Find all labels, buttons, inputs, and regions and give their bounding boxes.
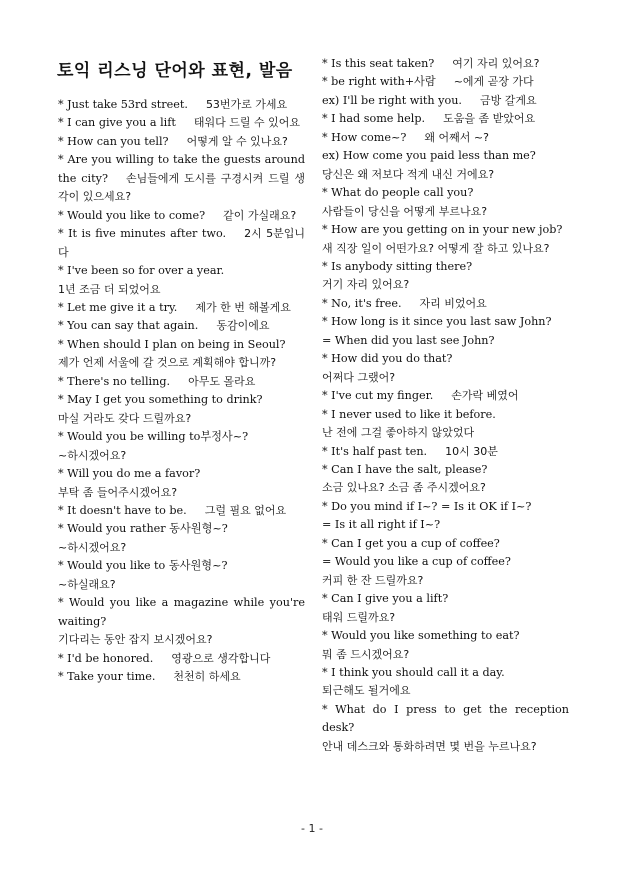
english-phrase: = When did you last see John? bbox=[322, 333, 495, 347]
english-phrase: * It is five minutes after two. bbox=[58, 227, 227, 241]
phrase-entry bbox=[58, 373, 305, 391]
korean-translation: 거기 자리 있어요? bbox=[322, 278, 410, 292]
english-phrase: * Would you be willing to부정사~? bbox=[58, 430, 249, 444]
phrase-entry bbox=[58, 576, 305, 594]
phrase-entry bbox=[58, 299, 305, 317]
phrase-entry bbox=[322, 516, 569, 534]
english-phrase: * Can I give you a lift? bbox=[322, 592, 449, 606]
english-phrase: * Are you willing to take the guests around the city? bbox=[58, 153, 305, 185]
phrase-entry bbox=[322, 258, 569, 276]
korean-translation: ~에게 곧장 가다 bbox=[453, 75, 534, 89]
korean-translation: 자리 비었어요 bbox=[419, 296, 487, 310]
english-phrase: * How did you do that? bbox=[322, 352, 453, 366]
phrase-entry bbox=[58, 484, 305, 502]
phrase-entry bbox=[322, 609, 569, 627]
korean-translation: 아무도 몰라요 bbox=[188, 374, 256, 388]
phrase-entry bbox=[322, 350, 569, 368]
korean-translation: 1년 조금 더 되었어요 bbox=[58, 282, 161, 296]
english-phrase: * Would you like something to eat? bbox=[322, 629, 520, 643]
phrase-entry bbox=[322, 73, 569, 91]
phrase-entry bbox=[58, 281, 305, 299]
english-phrase: * I've cut my finger. bbox=[322, 389, 434, 403]
phrase-entry bbox=[322, 184, 569, 202]
phrase-entry bbox=[322, 738, 569, 756]
phrase-entry bbox=[58, 225, 305, 262]
english-phrase: * How are you getting on in your new job? bbox=[322, 223, 563, 237]
english-phrase: * Just take 53rd street. bbox=[58, 98, 188, 111]
english-phrase: * Would you like a magazine while you're waiting? bbox=[58, 596, 305, 628]
korean-translation: 제가 언제 서울에 갈 것으로 계획해야 합니까? bbox=[58, 356, 277, 370]
phrase-entry bbox=[58, 594, 305, 631]
english-phrase: * What do I press to get the reception desk? bbox=[322, 702, 569, 735]
phrase-entry bbox=[58, 502, 305, 520]
english-phrase: ex) How come you paid less than me? bbox=[322, 149, 536, 163]
phrase-entry bbox=[322, 295, 569, 313]
english-phrase: * I had some help. bbox=[322, 112, 426, 126]
phrase-entry bbox=[322, 147, 569, 165]
english-phrase: * May I get you something to drink? bbox=[58, 393, 263, 407]
phrase-entry bbox=[58, 317, 305, 335]
korean-translation: 여기 자리 있어요? bbox=[452, 57, 540, 70]
phrase-entry bbox=[322, 535, 569, 553]
phrase-entry bbox=[58, 668, 305, 686]
korean-translation: 마실 거라도 갖다 드릴까요? bbox=[58, 411, 192, 425]
korean-translation: 새 직장 일이 어떤가요? 어떻게 잘 하고 있나요? bbox=[322, 241, 550, 255]
korean-translation: ~하시겠어요? bbox=[58, 448, 127, 462]
phrase-entry bbox=[58, 354, 305, 372]
phrase-entry bbox=[322, 332, 569, 350]
phrase-entry bbox=[322, 129, 569, 147]
phrase-entry bbox=[58, 650, 305, 668]
english-phrase: = Would you like a cup of coffee? bbox=[322, 555, 511, 569]
english-phrase: * There's no telling. bbox=[58, 374, 171, 388]
phrase-entry bbox=[58, 336, 305, 354]
english-phrase: * be right with+사람 bbox=[322, 75, 436, 89]
english-phrase: * Would you rather 동사원형~? bbox=[58, 522, 228, 536]
phrase-entry bbox=[322, 406, 569, 424]
phrase-entry bbox=[322, 313, 569, 331]
english-phrase: * Take your time. bbox=[58, 670, 156, 684]
phrase-entry bbox=[322, 92, 569, 110]
phrase-entry bbox=[58, 557, 305, 575]
korean-translation: 뭐 좀 드시겠어요? bbox=[322, 647, 410, 661]
phrase-entry bbox=[58, 207, 305, 225]
phrase-entry bbox=[322, 590, 569, 608]
phrase-entry bbox=[58, 465, 305, 483]
korean-translation: 도움을 좀 받았어요 bbox=[443, 112, 536, 126]
phrase-entry bbox=[58, 631, 305, 649]
english-phrase: * I can give you a lift bbox=[58, 116, 176, 130]
phrase-entry bbox=[322, 479, 569, 497]
korean-translation: 그럴 필요 없어요 bbox=[204, 503, 287, 517]
korean-translation: 왜 어째서 ~? bbox=[424, 130, 489, 144]
phrase-entry bbox=[322, 110, 569, 128]
english-phrase: * Do you mind if I~? = Is it OK if I~? bbox=[322, 499, 532, 513]
korean-translation: 어쩌다 그랬어? bbox=[322, 370, 396, 384]
left-column bbox=[58, 96, 305, 687]
english-phrase: * Would you like to 동사원형~? bbox=[58, 559, 228, 573]
english-phrase: * How come~? bbox=[322, 130, 407, 144]
korean-translation: 손가락 베였어 bbox=[451, 389, 519, 403]
english-phrase: * How can you tell? bbox=[58, 134, 169, 148]
english-phrase: * Can I have the salt, please? bbox=[322, 462, 488, 476]
english-phrase: * I've been so for over a year. bbox=[58, 264, 225, 278]
phrase-entry bbox=[58, 447, 305, 465]
english-phrase: * What do people call you? bbox=[322, 186, 474, 200]
phrase-entry bbox=[58, 151, 305, 206]
korean-translation: 부탁 좀 들어주시겠어요? bbox=[58, 485, 178, 499]
english-phrase: * When should I plan on being in Seoul? bbox=[58, 337, 286, 351]
right-column bbox=[322, 55, 569, 756]
phrase-entry bbox=[322, 461, 569, 479]
phrase-entry bbox=[322, 369, 569, 387]
english-phrase: * I'd be honored. bbox=[58, 651, 154, 665]
phrase-entry bbox=[322, 443, 569, 461]
korean-translation: 당신은 왜 저보다 적게 내신 거에요? bbox=[322, 167, 495, 181]
korean-translation: ~하시겠어요? bbox=[58, 540, 127, 554]
korean-translation: 사람들이 당신을 어떻게 부르나요? bbox=[322, 204, 488, 218]
korean-translation: 금방 갈게요 bbox=[479, 93, 537, 107]
english-phrase: * Will you do me a favor? bbox=[58, 467, 201, 481]
korean-translation: 커피 한 잔 드릴까요? bbox=[322, 573, 424, 587]
phrase-entry bbox=[58, 410, 305, 428]
phrase-entry bbox=[58, 391, 305, 409]
english-phrase: * You can say that again. bbox=[58, 319, 199, 333]
korean-translation: 2시 5분입니다 bbox=[58, 227, 306, 259]
english-phrase: * I think you should call it a day. bbox=[322, 665, 505, 679]
phrase-entry bbox=[58, 133, 305, 151]
phrase-entry bbox=[58, 520, 305, 538]
phrase-entry bbox=[58, 428, 305, 446]
korean-translation: 동감이에요 bbox=[216, 319, 270, 333]
phrase-entry bbox=[322, 424, 569, 442]
english-phrase: * Can I get you a cup of coffee? bbox=[322, 536, 500, 550]
korean-translation: 안내 데스크와 통화하려면 몇 번을 누르나요? bbox=[322, 739, 537, 753]
korean-translation: 천천히 하세요 bbox=[173, 670, 241, 684]
korean-translation: 영광으로 생각합니다 bbox=[171, 651, 271, 665]
phrase-entry bbox=[322, 664, 569, 682]
english-phrase: * It doesn't have to be. bbox=[58, 503, 187, 517]
phrase-entry bbox=[322, 240, 569, 258]
english-phrase: * No, it's free. bbox=[322, 296, 402, 310]
korean-translation: 10시 30분 bbox=[445, 444, 498, 458]
phrase-entry bbox=[322, 498, 569, 516]
korean-translation: 태워다 드릴 수 있어요 bbox=[193, 116, 301, 130]
phrase-entry bbox=[322, 646, 569, 664]
korean-translation: 같이 가실래요? bbox=[223, 208, 297, 222]
phrase-entry bbox=[58, 96, 305, 114]
document-title: 토익 리스닝 단어와 표현, 발음 bbox=[57, 61, 293, 81]
korean-translation: 소금 있나요? 소금 좀 주시겠어요? bbox=[322, 481, 486, 495]
korean-translation: 태워 드릴까요? bbox=[322, 610, 396, 624]
phrase-entry bbox=[322, 553, 569, 571]
korean-translation: ~하실래요? bbox=[58, 577, 116, 591]
phrase-entry bbox=[322, 701, 569, 738]
phrase-entry bbox=[322, 203, 569, 221]
korean-translation: 기다리는 동안 잡지 보시겠어요? bbox=[58, 633, 213, 647]
phrase-entry bbox=[58, 539, 305, 557]
phrase-entry bbox=[322, 221, 569, 239]
english-phrase: * Is anybody sitting there? bbox=[322, 259, 473, 273]
korean-translation: 퇴근해도 될거에요 bbox=[322, 684, 411, 698]
english-phrase: * Is this seat taken? bbox=[322, 57, 435, 70]
phrase-entry bbox=[322, 276, 569, 294]
page-number: - 1 - bbox=[301, 822, 323, 835]
english-phrase: = Is it all right if I~? bbox=[322, 518, 441, 532]
phrase-entry bbox=[58, 262, 305, 280]
phrase-entry bbox=[322, 387, 569, 405]
english-phrase: * Let me give it a try. bbox=[58, 300, 178, 314]
korean-translation: 제가 한 번 해볼게요 bbox=[195, 300, 291, 314]
english-phrase: * How long is it since you last saw John? bbox=[322, 315, 552, 329]
english-phrase: * Would you like to come? bbox=[58, 208, 206, 222]
english-phrase: * I never used to like it before. bbox=[322, 407, 496, 421]
phrase-entry bbox=[58, 114, 305, 132]
korean-translation: 53번가로 가세요 bbox=[205, 98, 288, 111]
phrase-entry bbox=[322, 682, 569, 700]
phrase-entry bbox=[322, 572, 569, 590]
korean-translation: 어떻게 알 수 있나요? bbox=[186, 134, 288, 148]
phrase-entry bbox=[322, 627, 569, 645]
english-phrase: ex) I'll be right with you. bbox=[322, 93, 462, 107]
korean-translation: 난 전에 그걸 좋아하지 않았었다 bbox=[322, 426, 475, 440]
phrase-entry bbox=[322, 55, 569, 73]
korean-translation: 손님들에게 도시를 구경시켜 드릴 생각이 있으세요? bbox=[58, 171, 305, 204]
phrase-entry bbox=[322, 166, 569, 184]
english-phrase: * It's half past ten. bbox=[322, 444, 428, 458]
